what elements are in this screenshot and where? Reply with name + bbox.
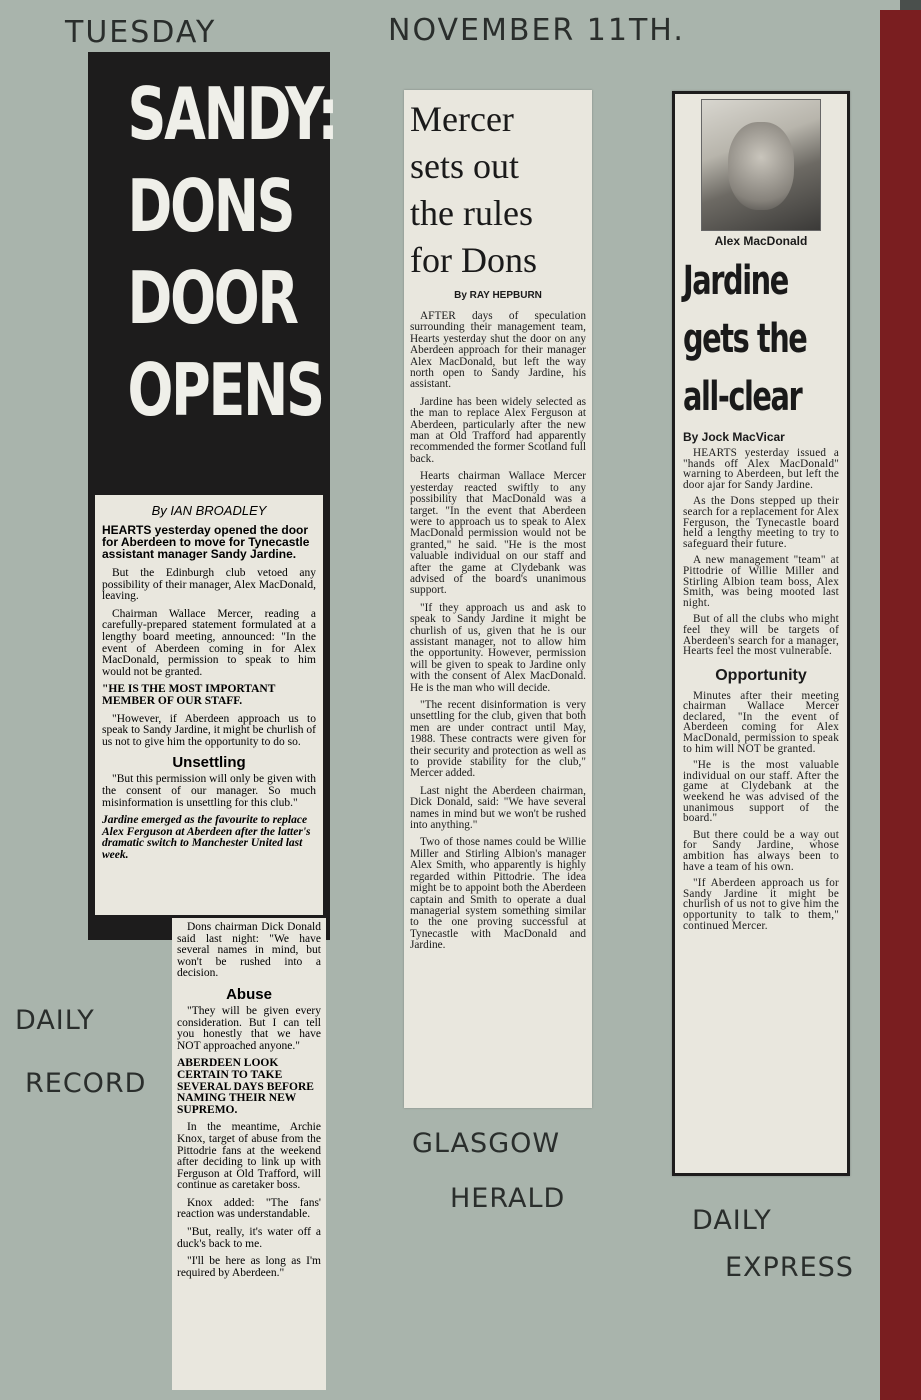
- label-herald-line1: GLASGOW: [412, 1128, 561, 1159]
- byline: By RAY HEPBURN: [454, 290, 542, 301]
- daily-record-headline: [127, 68, 337, 436]
- daily-express-clipping: [672, 91, 850, 1176]
- headline-line: sets out: [410, 146, 520, 186]
- paragraph: "However, if Aberdeen approach us to speak to Sandy Jardine, it might be churlish of us not to give him the opportunity to do so.: [102, 712, 316, 748]
- paragraph: "But, really, it's water off a duck's back to me.: [177, 1226, 321, 1250]
- byline: By IAN BROADLEY: [151, 503, 267, 518]
- paragraph: Last night the Aberdeen chairman, Dick Donald, said: "We have several names in mind but we won't be rushed into anything.": [410, 784, 586, 832]
- paragraph: But the Edinburgh club vetoed any possibility of their manager, Alex MacDonald, leaving.: [102, 567, 316, 603]
- paragraph: "I'll be here as long as I'm required by Aberdeen.": [177, 1255, 321, 1279]
- headline-line: OPENS: [127, 348, 323, 432]
- herald-headline: [410, 96, 586, 284]
- label-express-line1: DAILY: [692, 1205, 772, 1236]
- paragraph: But there could be a way out for Sandy Jardine, whose ambition has always been to have a team of his own.: [683, 828, 839, 873]
- paragraph: Two of those names could be Willie Miller and Stirling Albion's manager Alex Smith, who apparently is highly regarded within Pittodrie. The idea might be to appoint both the Aberdeen captain and Smith to operate a dual managerial system something similar to the one proving successful at Tynecastle with MacDonald and Jardine.: [410, 836, 586, 952]
- headline-line: all-clear: [683, 374, 802, 420]
- headline-line: gets the: [683, 316, 807, 362]
- handwritten-date: NOVEMBER 11TH.: [388, 13, 685, 48]
- label-record-line2: RECORD: [25, 1068, 147, 1099]
- headline-line: Jardine: [683, 258, 788, 304]
- daily-record-body: [95, 495, 323, 915]
- subheading: Unsettling: [172, 754, 246, 772]
- headline-line: for Dons: [410, 240, 537, 280]
- face-silhouette: [728, 122, 794, 210]
- subheading: Abuse: [226, 985, 272, 1003]
- label-express-line2: EXPRESS: [725, 1252, 854, 1283]
- paragraph: "He is the most valuable individual on our staff. After the game at Clydebank at the weekend he was advised of the unanimous support of the board.": [683, 759, 839, 825]
- paragraph: Jardine has been widely selected as the man to replace Alex Ferguson at Aberdeen, particularly after the new man at Old Trafford had apparently recommended the former Scotland full back.: [410, 395, 586, 465]
- paragraph: "HE IS THE MOST IMPORTANT MEMBER OF OUR STAFF.: [102, 683, 276, 707]
- paragraph: "If they approach us and ask to speak to Sandy Jardine it might be churlish of us, given that he is our assistant manager, not to allow him the opportunity. However, permission will be given to speak to Jardine only with the consent of Alex MacDonald. He is the man who will decide.: [410, 601, 586, 694]
- glasgow-herald-clipping: [404, 90, 592, 1108]
- headline-line: DONS: [127, 164, 294, 248]
- headline-line: the rules: [410, 193, 533, 233]
- paragraph: "But this permission will only be given with the consent of our manager. So much misinformation is unsettling for this club.": [102, 773, 316, 809]
- paragraph: Chairman Wallace Mercer, reading a carefully-prepared statement formulated at a lengthy board meeting, announced: "In the event of Aberdeen coming in for Alex MacDonald, permission to speak to him would not be granted.: [102, 607, 316, 678]
- lead-paragraph: HEARTS yesterday opened the door for Aberdeen to move for Tynecastle assistant manager Sandy Jardine.: [102, 523, 310, 561]
- paragraph: AFTER days of speculation surrounding their management team, Hearts yesterday shut the door on any Aberdeen approach for their manager Alex MacDonald, but left the way north open to Sandy Jardine, his assistant.: [410, 310, 586, 391]
- headline-line: Mercer: [410, 99, 514, 139]
- portrait-photo: [701, 99, 821, 231]
- paragraph: Hearts chairman Wallace Mercer yesterday reacted swiftly to any possibility that MacDonald was a target. "In the event that Aberdeen were to approach us to speak to Alex MacDonald permission would not be granted," he said. "He is the most valuable individual on our staff and after the game at Clydebank was advised of the board's unanimous support.: [410, 470, 586, 597]
- paragraph: Jardine emerged as the favourite to replace Alex Ferguson at Aberdeen after the latter's dramatic switch to Manchester United last week.: [102, 814, 311, 861]
- label-record-line1: DAILY: [15, 1005, 95, 1036]
- paragraph: A new management "team" at Pittodrie of Willie Miller and Stirling Albion team boss, Alex Smith, was being mooted last night.: [683, 554, 839, 609]
- paragraph: HEARTS yesterday issued a "hands off Alex MacDonald" warning to Aberdeen, but left the door ajar for Sandy Jardine.: [683, 447, 839, 491]
- subheading: Opportunity: [715, 666, 807, 684]
- daily-record-lower-column: [172, 918, 326, 1390]
- paragraph: "They will be given every consideration. But I can tell you honestly that we have NOT approached anyone.": [177, 1004, 321, 1052]
- photo-caption: Alex MacDonald: [714, 234, 808, 248]
- paragraph: "The recent disinformation is very unsettling for the club, given that both men are under contract until May, 1988. These contracts were given for their security and protection as well as to provide stability for the club," Mercer added.: [410, 699, 586, 780]
- paragraph: Minutes after their meeting chairman Wallace Mercer declared, "In the event of Aberdeen coming for Alex MacDonald, permission to speak to him will NOT be granted.: [683, 689, 839, 755]
- express-headline: [683, 252, 807, 426]
- paragraph: But of all the clubs who might feel they will be targets of Aberdeen's search for a manager, Hearts feel the most vulnerable.: [683, 613, 839, 658]
- handwritten-day: TUESDAY: [65, 15, 217, 50]
- paragraph: As the Dons stepped up their search for a replacement for Alex Ferguson, the Tynecastle board held a lengthy meeting to try to safeguard their future.: [683, 495, 839, 550]
- album-spine: [880, 10, 921, 1400]
- paragraph: In the meantime, Archie Knox, target of abuse from the Pittodrie fans at the weekend after deciding to link up with Ferguson at Old Trafford, will continue as caretaker boss.: [177, 1121, 321, 1192]
- paragraph: "If Aberdeen approach us for Sandy Jardine it might be churlish of us not to give him the opportunity to talk to them," continued Mercer.: [683, 877, 839, 932]
- paragraph: Dons chairman Dick Donald said last night: "We have several names in mind, but won't be rushed into a decision.: [177, 921, 321, 980]
- paragraph: Knox added: "The fans' reaction was understandable.: [177, 1196, 321, 1221]
- byline: By Jock MacVicar: [683, 430, 785, 444]
- paragraph: ABERDEEN LOOK CERTAIN TO TAKE SEVERAL DAYS BEFORE NAMING THEIR NEW SUPREMO.: [177, 1057, 314, 1116]
- label-herald-line2: HERALD: [450, 1183, 566, 1214]
- headline-line: SANDY:: [127, 72, 337, 156]
- headline-line: DOOR: [127, 256, 297, 340]
